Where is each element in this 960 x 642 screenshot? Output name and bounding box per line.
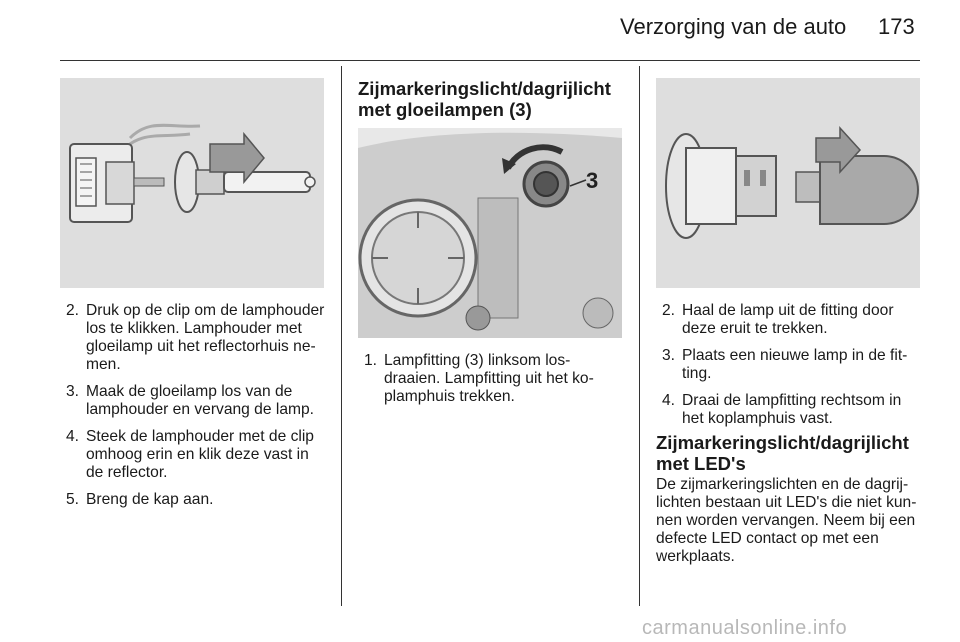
list-item — [60, 302, 325, 374]
header-divider — [60, 60, 920, 61]
list-item — [60, 491, 325, 509]
list-item — [656, 302, 924, 338]
step-text: Lampfitting (3) linksom los-draaien. Lampfitting uit het ko-plamphuis trekken. — [384, 352, 594, 405]
step-text: Steek de lamphouder met de clip omhoog erin en klik deze vast in de reflector. — [86, 428, 314, 481]
figure-koplamphuis — [358, 128, 622, 338]
step-number: 4. — [66, 428, 80, 445]
steps-list-col3 — [656, 302, 924, 437]
section-heading-gloeilampen: Zijmarkeringslicht/dagrijlicht met gloeilampen (3) — [358, 78, 611, 120]
column-divider-2 — [639, 66, 640, 606]
step-text: Plaats een nieuwe lamp in de fit-ting. — [682, 347, 908, 382]
step-number: 2. — [66, 302, 80, 319]
step-number: 1. — [364, 352, 378, 369]
step-text: Draai de lampfitting rechtsom in het koplamphuis vast. — [682, 392, 902, 427]
step-text: Haal de lamp uit de fitting door deze eruit te trekken. — [682, 302, 894, 337]
list-item — [60, 383, 325, 419]
steps-list-col2 — [358, 352, 620, 415]
step-number: 3. — [662, 347, 676, 364]
list-item — [656, 347, 924, 383]
watermark: carmanualsonline.info — [642, 617, 848, 639]
column-divider-1 — [341, 66, 342, 606]
steps-list-col1 — [60, 302, 325, 518]
figure-lampfitting — [656, 78, 920, 288]
section-heading-leds: Zijmarkeringslicht/dagrijlicht met LED's — [656, 432, 909, 474]
list-item — [60, 428, 325, 482]
step-number: 3. — [66, 383, 80, 400]
step-text: Maak de gloeilamp los van de lamphouder en vervang de lamp. — [86, 383, 314, 418]
led-paragraph: De zijmarkeringslichten en de dagrij-lichten bestaan uit LED's die niet kun-nen worden vervangen. Neem bij een defecte LED contact op met een werkplaats. — [656, 476, 917, 565]
step-text: Druk op de clip om de lamphouder los te klikken. Lamphouder met gloeilamp uit het reflectorhuis ne-men. — [86, 302, 325, 373]
step-number: 4. — [662, 392, 676, 409]
page-header-title: Verzorging van de auto — [620, 14, 847, 39]
list-item — [656, 392, 924, 428]
step-text: Breng de kap aan. — [86, 491, 214, 508]
step-number: 5. — [66, 491, 80, 508]
figure-lamphouder — [60, 78, 324, 288]
figure-callout-3: 3 — [586, 168, 599, 193]
step-number: 2. — [662, 302, 676, 319]
page-number: 173 — [878, 14, 915, 39]
list-item — [358, 352, 620, 406]
